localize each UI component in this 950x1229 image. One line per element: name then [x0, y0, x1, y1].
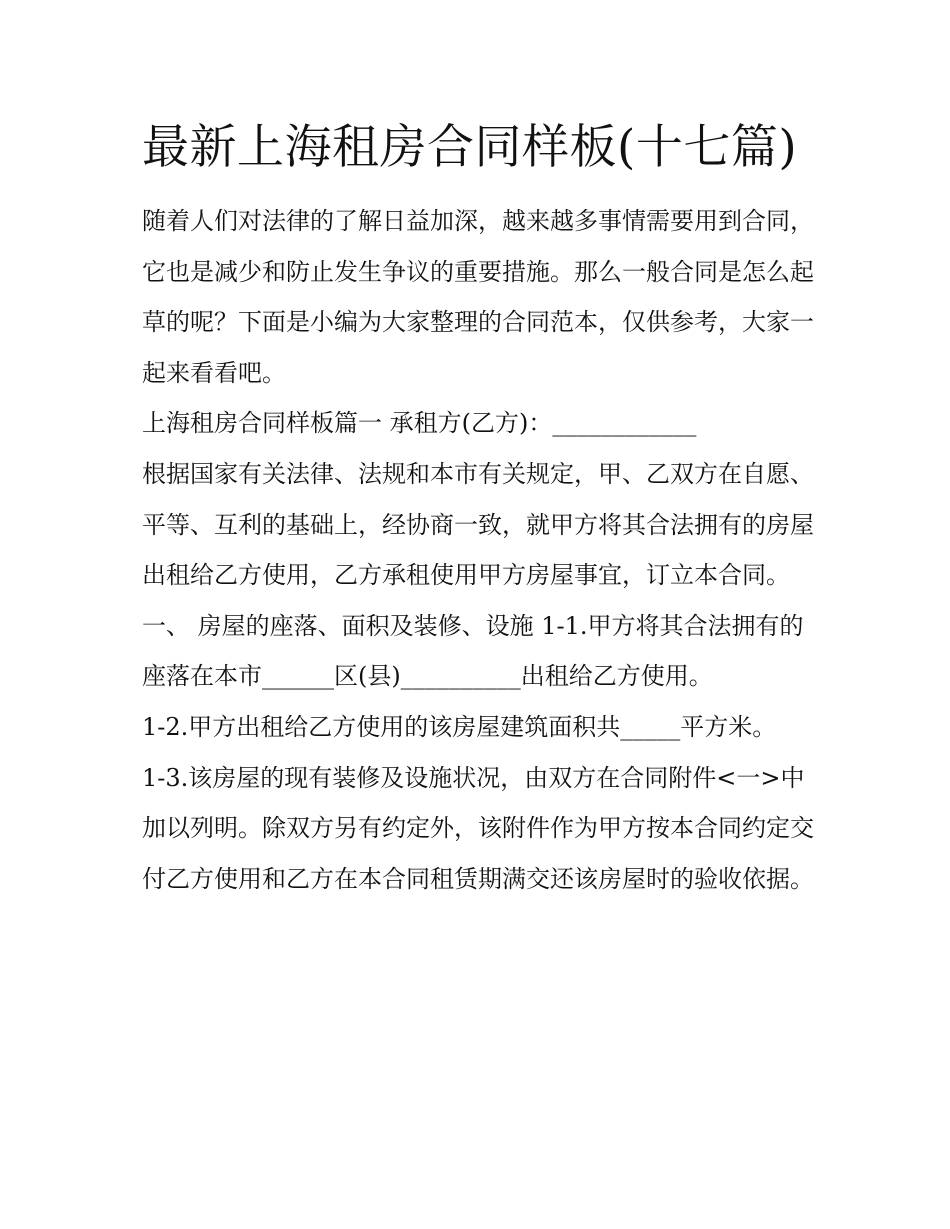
document-title: 最新上海租房合同样板(十七篇)	[142, 120, 798, 175]
document-page	[142, 110, 814, 904]
clause-1-1: 一、 房屋的座落、面积及装修、设施 1-1.甲方将其合法拥有的座落在本市______区(县)__________出租给乙方使用。	[142, 611, 804, 691]
preamble-paragraph: 根据国家有关法律、法规和本市有关规定，甲、乙双方在自愿、平等、互利的基础上，经协商一致，就甲方将其合法拥有的房屋出租给乙方使用，乙方承租使用甲方房屋事宜，订立本合同。	[142, 459, 814, 590]
clause-1-3: 1-3.该房屋的现有装修及设施状况，由双方在合同附件<一>中加以列明。除双方另有约定外，该附件作为甲方按本合同约定交付乙方使用和乙方在本合同租赁期满交还该房屋时的验收依据。	[142, 763, 814, 893]
intro-paragraph: 随着人们对法律的了解日益加深，越来越多事情需要用到合同，它也是减少和防止发生争议的重要措施。那么一般合同是怎么起草的呢？下面是小编为大家整理的合同范本，仅供参考，大家一起来看看吧。	[142, 207, 814, 387]
document-body	[142, 196, 814, 904]
section-heading-tenant: 上海租房合同样板篇一 承租方(乙方)：____________	[142, 409, 697, 438]
clause-1-2: 1-2.甲方出租给乙方使用的该房屋建筑面积共_____平方米。	[142, 712, 777, 741]
